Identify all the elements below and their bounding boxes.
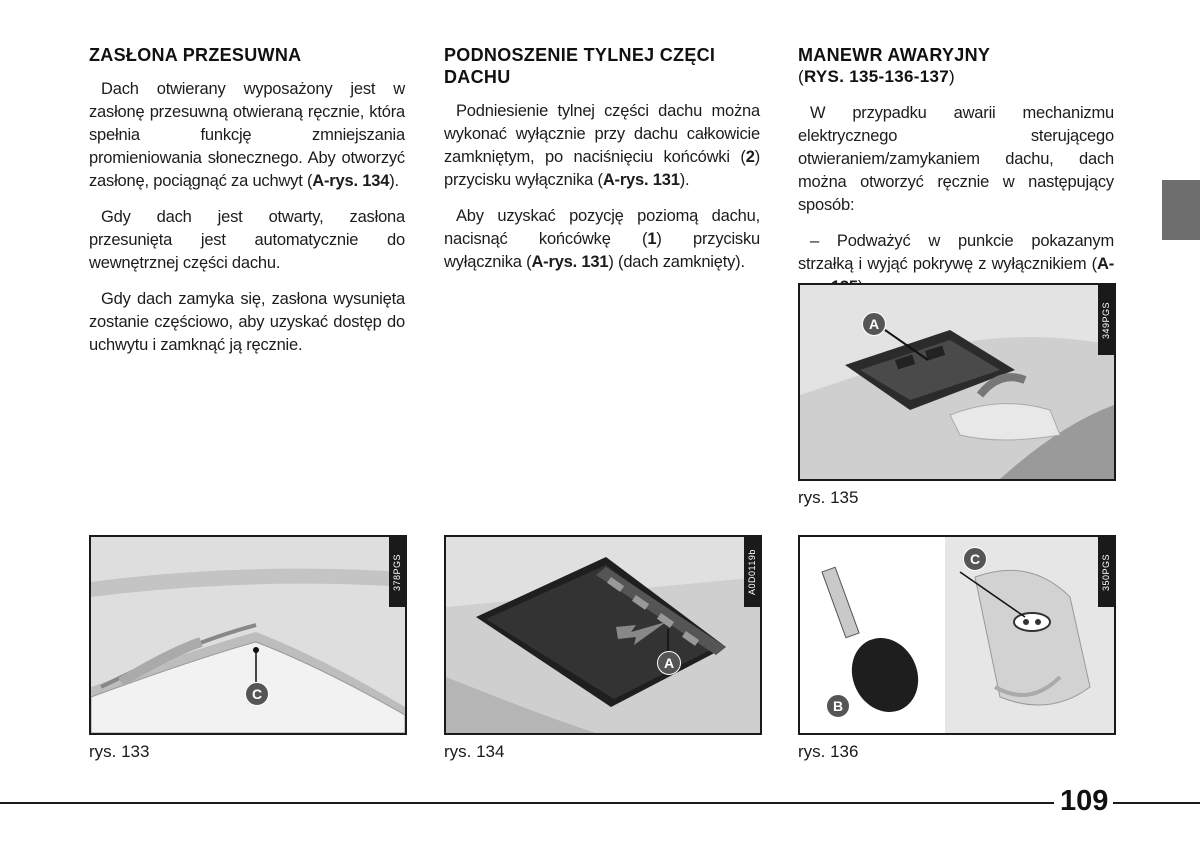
column-zaslona xyxy=(89,44,405,370)
column-manewr xyxy=(798,44,1114,312)
column-podnoszenie xyxy=(444,44,760,287)
marker-c: C xyxy=(245,682,269,706)
caption-134: rys. 134 xyxy=(444,742,505,761)
paragraph-1: W przypadku awarii mechanizmu elektrycznego sterującego otwieraniem/zamykaniem dachu, dach można otworzyć ręcznie w następujący sposób: xyxy=(798,104,1114,214)
section-tab xyxy=(1162,180,1200,240)
roof-switch-illustration xyxy=(800,285,1114,479)
caption-135: rys. 135 xyxy=(798,488,859,507)
paragraph-1: Podniesienie tylnej części dachu można wykonać wyłącznie przy dachu całkowicie zamkniętym, po naciśnięciu końcówki (2) przycisku wyłącznika (A-rys. 131). xyxy=(444,102,760,189)
paragraph-3: Gdy dach zamyka się, zasłona wysunięta zostanie częściowo, aby uzyskać dostęp do uchwytu i zamknąć ją ręcznie. xyxy=(89,290,405,354)
paragraph-2: Aby uzyskać pozycję poziomą dachu, nacisnąć końcówkę (1) przycisku wyłącznika (A-rys. 131) (dach zamknięty). xyxy=(444,207,760,271)
figure-code: A0D0119b xyxy=(744,537,760,607)
caption-133: rys. 133 xyxy=(89,742,150,761)
marker-a: A xyxy=(862,312,886,336)
figure-135 xyxy=(798,283,1116,481)
figure-136 xyxy=(798,535,1116,735)
figure-code: 350PGS xyxy=(1098,537,1114,607)
marker-c: C xyxy=(963,547,987,571)
figure-reference: (RYS. 135-136-137) xyxy=(798,67,955,86)
figure-134 xyxy=(444,535,762,735)
marker-a: A xyxy=(657,651,681,675)
sunshade-illustration xyxy=(446,537,760,733)
sunroof-frame-illustration xyxy=(91,537,405,733)
marker-b: B xyxy=(826,694,850,718)
figure-code: 378PGS xyxy=(389,537,405,607)
caption-136: rys. 136 xyxy=(798,742,859,761)
heading-zaslona: ZASŁONA PRZESUWNA xyxy=(89,45,302,65)
heading-podnoszenie: PODNOSZENIE TYLNEJ CZĘCI DACHU xyxy=(444,45,716,87)
paragraph-2: – Podważyć w punkcie pokazanym strzałką i wyjąć pokrywę z wyłącznikiem (A- xyxy=(798,232,1114,273)
page-number: 109 xyxy=(1060,785,1109,817)
figure-code: 349PGS xyxy=(1098,285,1114,355)
figure-133 xyxy=(89,535,407,735)
footer-rule-right xyxy=(1113,802,1200,804)
footer-rule-left xyxy=(0,802,1054,804)
heading-manewr: MANEWR AWARYJNY (RYS. 135-136-137) xyxy=(798,44,1114,88)
paragraph-2: Gdy dach jest otwarty, zasłona przesunięta jest automatycznie do wewnętrznej części dachu. xyxy=(89,208,405,272)
paragraph-1: Dach otwierany wyposażony jest w zasłonę przesuwną otwieraną ręcznie, która spełnia funkcję zmniejszania promieniowania słonecznego. Aby otworzyć zasłonę, pociągnąć za uchwyt (A-rys. 134). xyxy=(89,80,405,190)
